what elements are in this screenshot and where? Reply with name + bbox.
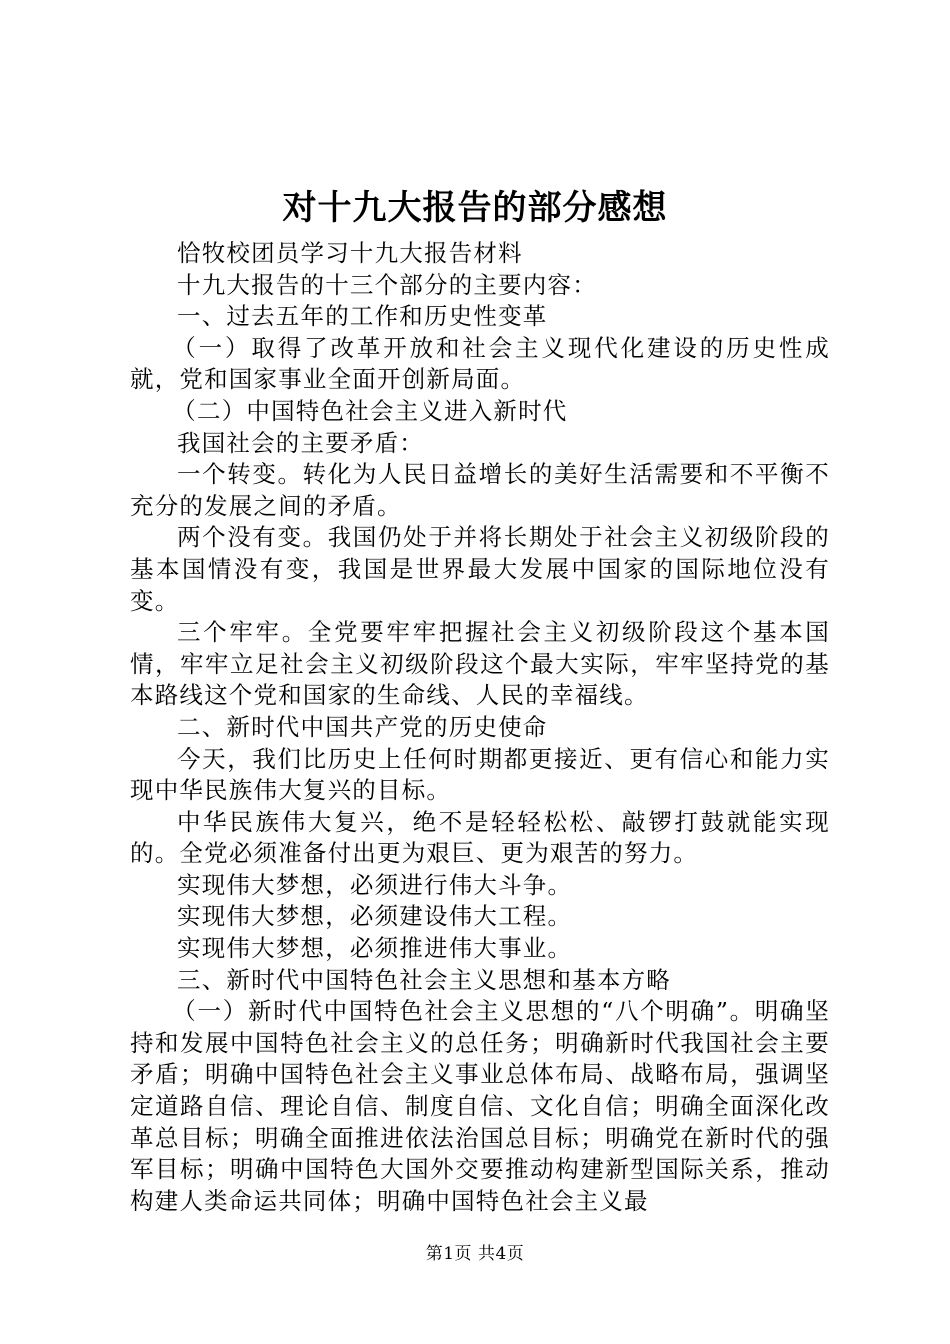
paragraph-9: 三个牢牢。全党要牢牢把握社会主义初级阶段这个基本国情，牢牢立足社会主义初级阶段这个最大实际，牢牢坚持党的基本路线这个党和国家的生命线、人民的幸福线。 — [130, 618, 830, 710]
document-body — [130, 238, 830, 1217]
paragraph-14: 实现伟大梦想，必须建设伟大工程。 — [177, 902, 573, 931]
paragraph-2: 十九大报告的十三个部分的主要内容： — [177, 270, 597, 299]
paragraph-13: 实现伟大梦想，必须进行伟大斗争。 — [177, 870, 573, 899]
paragraph-10: 二、新时代中国共产党的历史使命 — [177, 712, 548, 741]
paragraph-1: 恰牧校团员学习十九大报告材料 — [177, 239, 523, 267]
paragraph-4: （一）取得了改革开放和社会主义现代化建设的历史性成就，党和国家事业全面开创新局面。 — [130, 333, 830, 394]
paragraph-3: 一、过去五年的工作和历史性变革 — [177, 302, 548, 331]
paragraph-17: （一）新时代中国特色社会主义思想的“八个明确”。明确坚持和发展中国特色社会主义的总任务；明确新时代我国社会主要矛盾；明确中国特色社会主义事业总体布局、战略布局，强调坚定道路自信、理论自信、制度自信、文化自信；明确全面深化改革总目标；明确全面推进依法治国总目标；明确党在新时代的强军目标；明确中国特色大国外交要推动构建新型国际关系，推动构建人类命运共同体；明确中国特色社会主义最 — [130, 997, 830, 1215]
paragraph-7: 一个转变。转化为人民日益增长的美好生活需要和不平衡不充分的发展之间的矛盾。 — [130, 460, 830, 520]
page-footer: 第1页 共4页 — [425, 1244, 525, 1264]
paragraph-5: （二）中国特色社会主义进入新时代 — [172, 396, 568, 425]
paragraph-16: 三、新时代中国特色社会主义思想和基本方略 — [177, 965, 671, 994]
document-title: 对十九大报告的部分感想 — [282, 188, 668, 228]
paragraph-15: 实现伟大梦想，必须推进伟大事业。 — [177, 934, 573, 963]
paragraph-12: 中华民族伟大复兴，绝不是轻轻松松、敲锣打鼓就能实现的。全党必须准备付出更为艰巨、更为艰苦的努力。 — [130, 807, 830, 868]
paragraph-11: 今天，我们比历史上任何时期都更接近、更有信心和能力实现中华民族伟大复兴的目标。 — [130, 744, 830, 805]
paragraph-8: 两个没有变。我国仍处于并将长期处于社会主义初级阶段的基本国情没有变，我国是世界最大发展中国家的国际地位没有变。 — [130, 523, 830, 615]
paragraph-6: 我国社会的主要矛盾： — [177, 428, 424, 457]
